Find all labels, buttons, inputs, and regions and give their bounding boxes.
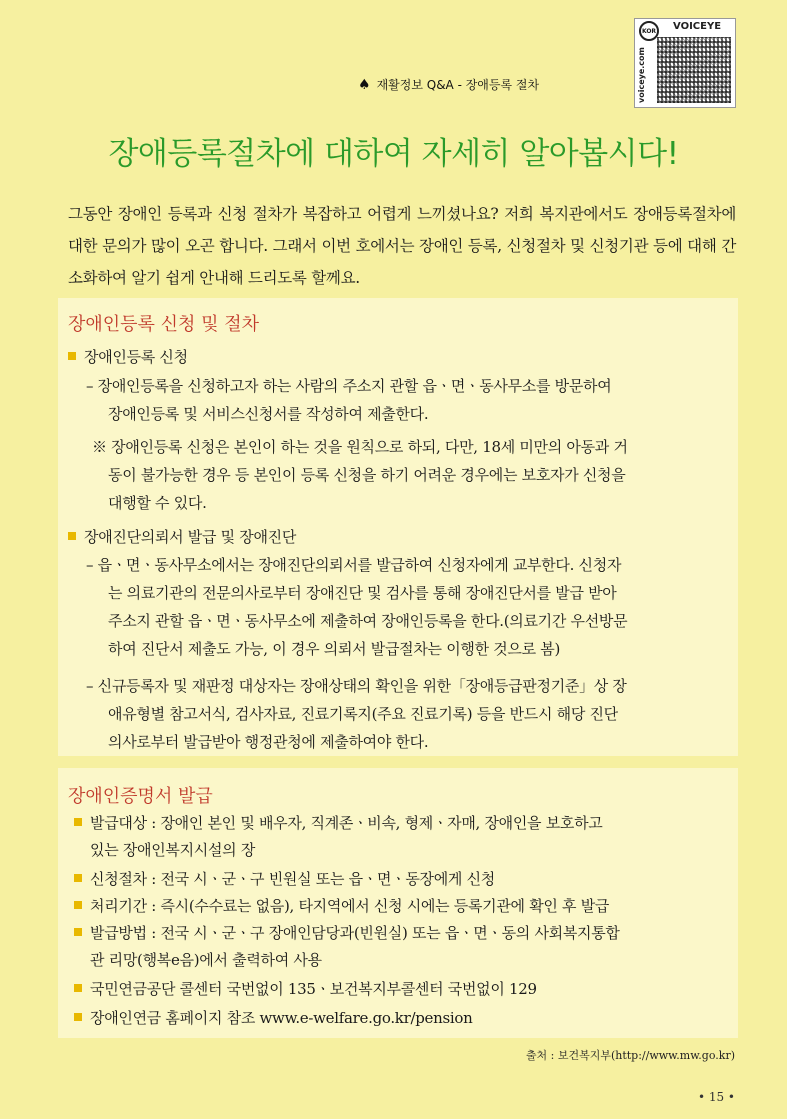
square-bullet-icon [74,901,82,909]
list-item: ※ 장애인등록 신청은 본인이 하는 것을 원칙으로 하되, 다만, 18세 미만의 아동과 거 [92,438,628,456]
square-bullet-icon [68,352,76,360]
square-bullet-icon [74,874,82,882]
list-item: 대행할 수 있다. [108,494,207,512]
list-item: 국민연금공단 콜센터 국번없이 135ㆍ보건복지부콜센터 국번없이 129 [74,978,537,999]
list-item: 발급대상 : 장애인 본인 및 배우자, 직계존ㆍ비속, 형제ㆍ자매, 장애인을 보호하고 [74,812,602,833]
list-item: 관 리망(행복e음)에서 출력하여 사용 [90,951,322,969]
certificate-issuance-box [58,768,738,1038]
list-item: 발급방법 : 전국 시ㆍ군ㆍ구 장애인담당과(빈원실) 또는 읍ㆍ면ㆍ동의 사회복지통합 [74,922,620,943]
list-item: 의사로부터 발급받아 행정관청에 제출하여야 한다. [108,733,429,751]
list-item: 하여 진단서 제출도 가능, 이 경우 의뢰서 발급절차는 이행한 것으로 봄) [108,640,561,658]
source-citation: 출처 : 보건복지부(http://www.mw.go.kr) [525,1049,735,1062]
box-title-registration: 장애인등록 신청 및 절차 [68,314,260,335]
list-item: 애유형별 참고서식, 검사자료, 진료기록지(주요 진료기록) 등을 반드시 해당 진단 [108,705,618,723]
spade-icon: ♠ [358,77,371,93]
intro-paragraph: 그동안 장애인 등록과 신청 절차가 복잡하고 어렵게 느끼셨나요? 저희 복지관에서도 장애등록절차에 대한 문의가 많이 오곤 합니다. 그래서 이번 호에서는 장애인 등록, 신청절차 및 신청기관 등에 대해 간소화하여 알기 쉽게 안내해 드리도록 할께요. [68,205,736,287]
list-item: 장애인연금 홈페이지 참조 www.e-welfare.go.kr/pension [74,1007,472,1028]
qr-pattern [657,37,731,103]
list-item: – 장애인등록을 신청하고자 하는 사람의 주소지 관할 읍ㆍ면ㆍ동사무소를 방문하여 [86,377,612,395]
page-title: 장애등록절차에 대하여 자세히 알아봅시다! [108,136,679,172]
list-item: 는 의료기관의 전문의사로부터 장애진단 및 검사를 통해 장애진단서를 발급 받아 [108,584,617,602]
voiceye-qr-code [634,18,736,108]
list-item: – 읍ㆍ면ㆍ동사무소에서는 장애진단의뢰서를 발급하여 신청자에게 교부한다. 신청자 [86,556,622,574]
section-tag [358,76,539,93]
list-item: 장애진단의뢰서 발급 및 장애진단 [68,526,296,547]
square-bullet-icon [74,928,82,936]
kor-badge-icon: KOR [639,21,659,41]
qr-brand-label: VOICEYE [673,21,722,32]
square-bullet-icon [74,818,82,826]
list-item: 장애인등록 신청 [68,346,188,367]
registration-procedure-box [58,298,738,756]
box-title-certificate: 장애인증명서 발급 [68,786,213,807]
list-item: 동이 불가능한 경우 등 본인이 등록 신청을 하기 어려운 경우에는 보호자가 신청을 [108,466,626,484]
list-item: 주소지 관할 읍ㆍ면ㆍ동사무소에 제출하여 장애인등록을 한다.(의료기간 우선방문 [108,612,628,630]
page-number: • 15 • [697,1090,735,1104]
section-tag-label: 재활정보 Q&A - 장애등록 절차 [376,78,540,92]
list-item: – 신규등록자 및 재판정 대상자는 장애상태의 확인을 위한「장애등급판정기준」상 장 [86,677,627,695]
square-bullet-icon [68,532,76,540]
list-item: 있는 장애인복지시설의 장 [90,841,256,859]
square-bullet-icon [74,984,82,992]
list-item: 신청절차 : 전국 시ㆍ군ㆍ구 빈원실 또는 읍ㆍ면ㆍ동장에게 신청 [74,868,495,889]
list-item: 처리기간 : 즉시(수수료는 없음), 타지역에서 신청 시에는 등록기관에 확인 후 발급 [74,895,609,916]
square-bullet-icon [74,1013,82,1021]
qr-side-label: voiceye.com [637,47,646,103]
list-item: 장애인등록 및 서비스신청서를 작성하여 제출한다. [108,405,429,423]
